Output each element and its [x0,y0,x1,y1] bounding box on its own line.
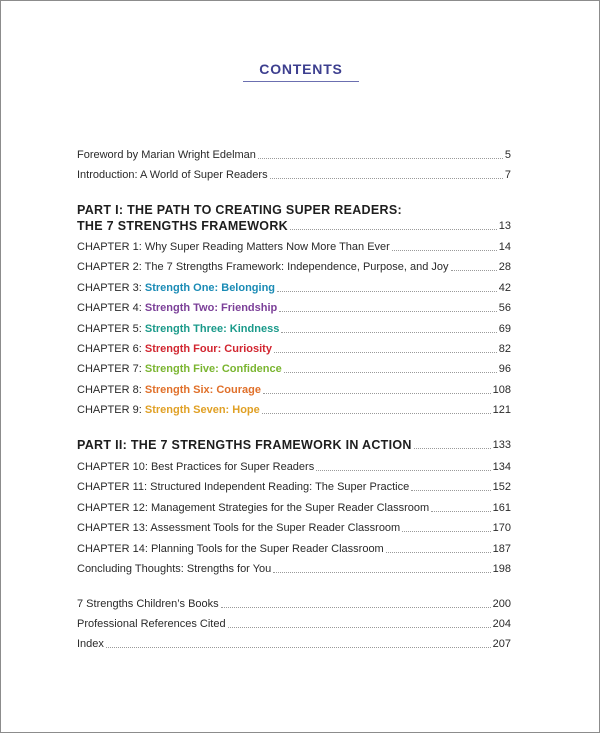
dot-leader [263,392,491,394]
toc-entry-index[interactable]: Index 207 [77,638,511,650]
dot-leader [284,371,497,373]
dot-leader [451,269,497,271]
dot-leader [392,249,497,251]
dot-leader [279,310,496,312]
page-number: 207 [492,638,511,650]
dot-leader [386,551,491,553]
toc-entry-chapter-7[interactable]: CHAPTER 7: Strength Five: Confidence 96 [77,363,511,375]
dot-leader [290,228,497,230]
page-number: 5 [504,149,511,161]
part-1-heading-line1[interactable]: PART I: THE PATH TO CREATING SUPER READERS: [77,203,402,217]
toc-entry-chapter-5[interactable]: CHAPTER 5: Strength Three: Kindness 69 [77,323,511,335]
toc-entry-childrens-books[interactable]: 7 Strengths Children’s Books 200 [77,598,511,610]
dot-leader [277,290,497,292]
page-number: 13 [498,220,511,232]
toc-entry-chapter-9[interactable]: CHAPTER 9: Strength Seven: Hope 121 [77,404,511,416]
page-number: 14 [498,241,511,253]
dot-leader [270,177,503,179]
page-number: 198 [492,563,511,575]
page-number: 96 [498,363,511,375]
page-title: CONTENTS [259,61,343,77]
page-number: 161 [492,502,511,514]
title-underline [243,81,359,82]
page-number: 7 [504,169,511,181]
dot-leader [262,412,491,414]
dot-leader [281,331,496,333]
page-number: 152 [492,481,511,493]
toc-entry-chapter-4[interactable]: CHAPTER 4: Strength Two: Friendship 56 [77,302,511,314]
part-2-heading[interactable]: PART II: THE 7 STRENGTHS FRAMEWORK IN ACTION 133 [77,438,511,452]
toc-entry-chapter-6[interactable]: CHAPTER 6: Strength Four: Curiosity 82 [77,343,511,355]
toc-entry-chapter-8[interactable]: CHAPTER 8: Strength Six: Courage 108 [77,384,511,396]
dot-leader [258,157,503,159]
page-number: 200 [492,598,511,610]
dot-leader [411,489,490,491]
toc-entry-chapter-10[interactable]: CHAPTER 10: Best Practices for Super Readers 134 [77,461,511,473]
page-number: 187 [492,543,511,555]
dot-leader [106,646,491,648]
dot-leader [316,469,490,471]
dot-leader [274,351,497,353]
toc-entry-introduction[interactable]: Introduction: A World of Super Readers 7 [77,169,511,181]
dot-leader [414,447,491,449]
toc-entry-chapter-1[interactable]: CHAPTER 1: Why Super Reading Matters Now More Than Ever 14 [77,241,511,253]
page-number: 82 [498,343,511,355]
page-number: 133 [492,439,511,451]
page-number: 56 [498,302,511,314]
toc-entry-references[interactable]: Professional References Cited 204 [77,618,511,630]
toc-entry-chapter-2[interactable]: CHAPTER 2: The 7 Strengths Framework: Independence, Purpose, and Joy 28 [77,261,511,273]
toc-entry-foreword[interactable]: Foreword by Marian Wright Edelman 5 [77,149,511,161]
dot-leader [402,530,490,532]
toc-entry-chapter-11[interactable]: CHAPTER 11: Structured Independent Reading: The Super Practice 152 [77,481,511,493]
dot-leader [221,606,491,608]
part-1-heading[interactable]: THE 7 STRENGTHS FRAMEWORK 13 [77,219,511,233]
toc-entry-chapter-3[interactable]: CHAPTER 3: Strength One: Belonging 42 [77,282,511,294]
dot-leader [228,626,491,628]
page-number: 69 [498,323,511,335]
page-number: 42 [498,282,511,294]
dot-leader [431,510,490,512]
toc-entry-concluding-thoughts[interactable]: Concluding Thoughts: Strengths for You 198 [77,563,511,575]
page-number: 170 [492,522,511,534]
toc-entry-chapter-12[interactable]: CHAPTER 12: Management Strategies for the Super Reader Classroom 161 [77,502,511,514]
page-number: 121 [492,404,511,416]
dot-leader [273,571,490,573]
toc-entry-chapter-14[interactable]: CHAPTER 14: Planning Tools for the Super Reader Classroom 187 [77,543,511,555]
page-number: 134 [492,461,511,473]
page-number: 28 [498,261,511,273]
toc-entry-chapter-13[interactable]: CHAPTER 13: Assessment Tools for the Super Reader Classroom 170 [77,522,511,534]
page-number: 108 [492,384,511,396]
page-number: 204 [492,618,511,630]
